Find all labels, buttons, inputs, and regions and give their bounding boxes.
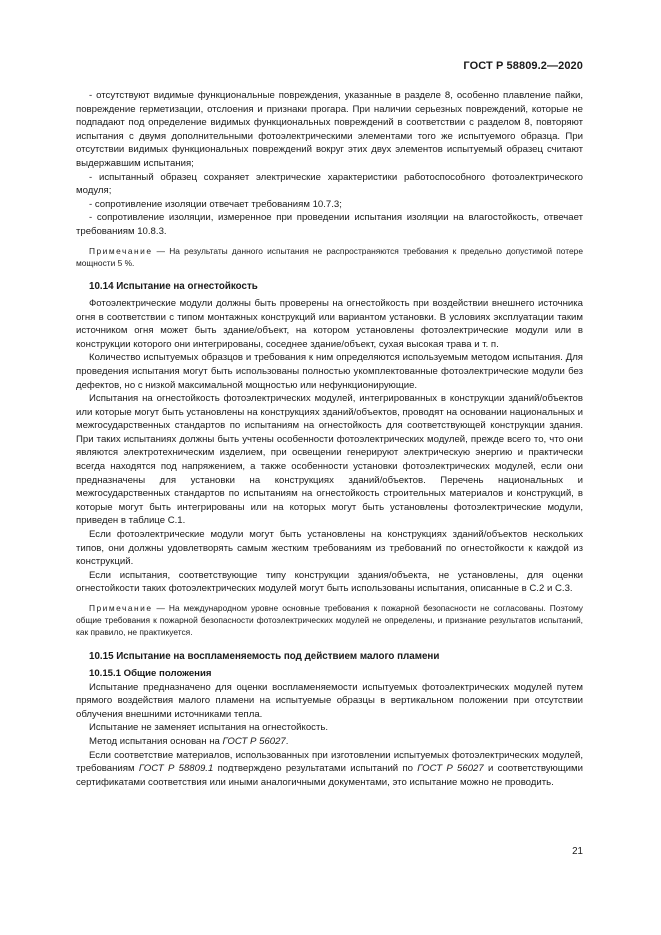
paragraph: Если испытания, соответствующие типу конструкции здания/объекта, не установлены, для оценки огнестойкости таких фотоэлектрических модулей могут быть использованы испытания, описанные в С.2 и С.3.: [76, 569, 583, 595]
note-label: Примечание: [89, 245, 153, 256]
standard-ref: ГОСТ Р 56027: [417, 763, 484, 775]
note-text: — На результаты данного испытания не распространяются требования к предельно допустимой потере мощности 5 %.: [76, 245, 583, 268]
paragraph: Количество испытуемых образцов и требования к ним определяются используемым методом испытания. Для проведения испытания могут быть использованы полностью укомплектованные фотоэлектрические модули без дефектов, но с низкой максимальной мощностью или нефункционирующие.: [76, 352, 583, 391]
note-label: Примечание: [89, 603, 153, 613]
standard-ref: ГОСТ Р 56027: [222, 735, 286, 747]
paragraph: [76, 749, 583, 790]
text: Если соответствие материалов, использованных при изготовлении испытуемых фотоэлектрических модулей, требованиям: [76, 749, 583, 775]
document-header-id: ГОСТ Р 58809.2—2020: [463, 60, 583, 72]
text: подтверждено результатами испытаний по: [213, 763, 418, 775]
list-item: - отсутствуют видимые функциональные повреждения, указанные в разделе 8, особенно плавление пайки, повреждение герметизации, отслоения и признаки прогара. При наличии серьезных повреждений, которые не подпадают под определение видимых функциональных повреждений в соответствии с разделом 8, повторяют испытания с двумя дополнительными фотоэлектрическими элементами того же испытуемого образца. При отсутствии видимых функциональных повреждений вокруг этих двух элементов испытуемый образец считают выдержавшим испытания;: [76, 90, 583, 169]
text: и соответствующими сертификатами соответствия или иными аналогичными документами, это испытание можно не проводить.: [76, 763, 583, 788]
page-content: [76, 89, 583, 789]
note-text: — На международном уровне основные требования к пожарной безопасности не согласованы. Поэтому общие требования к пожарной безопасности фотоэлектрических модулей не определены, и признание результатов испытаний, как правило, не практикуется.: [76, 603, 583, 638]
list-item: - испытанный образец сохраняет электрические характеристики работоспособного фотоэлектрического модуля;: [76, 171, 583, 197]
standard-ref: ГОСТ Р 58809.1: [138, 763, 214, 775]
list-item: - сопротивление изоляции отвечает требованиям 10.7.3;: [89, 198, 342, 210]
section-title-10-14: 10.14 Испытание на огнестойкость: [89, 280, 258, 292]
subsection-title-10-15-1: 10.15.1 Общие положения: [89, 667, 212, 679]
note: [76, 245, 583, 269]
text: .: [285, 735, 289, 747]
paragraph: Испытание не заменяет испытания на огнестойкость.: [89, 722, 329, 734]
paragraph: Испытания на огнестойкость фотоэлектрических модулей, интегрированных в конструкции зданий/объектов или которые могут быть установлены на конструкциях зданий/объектов, проводят на основании национальных и межгосударственных стандартов по испытаниям на огнестойкость для соответствующей конструкции здания. При таких испытаниях должны быть учтены особенности фотоэлектрических модулей, прежде всего то, что они являются электротехническим изделием, при освещении генерируют электрическую энергию и практически всегда находятся под напряжением, а также особенности установки фотоэлектрических модулей, если они предназначены для установки на конструкциях зданий/объектов. Перечень национальных и межгосударственных стандартов по испытаниям на огнестойкость строительных материалов и конструкций, в которые могут быть интегрированы или на которых могут быть установлены фотоэлектрические модули, приведен в таблице С.1.: [76, 393, 583, 527]
paragraph: Фотоэлектрические модули должны быть проверены на огнестойкость при воздействии внешнего источника огня в соответствии с типом монтажных конструкций или вариантом установки. В условиях эксплуатации таким источником огня может быть здание/объект, на котором установлены фотоэлектрические модули или в конструкции которого они интегрированы, соседнее здание/объект, сухая высокая трава и т. п.: [76, 297, 583, 350]
paragraph: Испытание предназначено для оценки воспламеняемости испытуемых фотоэлектрических модулей путем прямого воздействия малого пламени на испытуемые образцы в вертикальном положении при отсутствии облучения внешними источниками тепла.: [76, 681, 583, 720]
page-number: 21: [572, 846, 583, 857]
section-title-10-15: 10.15 Испытание на воспламеняемость под действием малого пламени: [89, 650, 440, 662]
list-item: - сопротивление изоляции, измеренное при проведении испытания изоляции на влагостойкость, отвечает требованиям 10.8.3.: [76, 212, 583, 237]
text: Метод испытания основан на: [89, 735, 223, 747]
paragraph: Если фотоэлектрические модули могут быть установлены на конструкциях зданий/объектов нескольких типов, они должны удовлетворять самым жестким требованиям из требований по огнестойкости к каждой из конструкций.: [76, 529, 583, 568]
paragraph: [76, 735, 583, 749]
note: [76, 602, 583, 639]
